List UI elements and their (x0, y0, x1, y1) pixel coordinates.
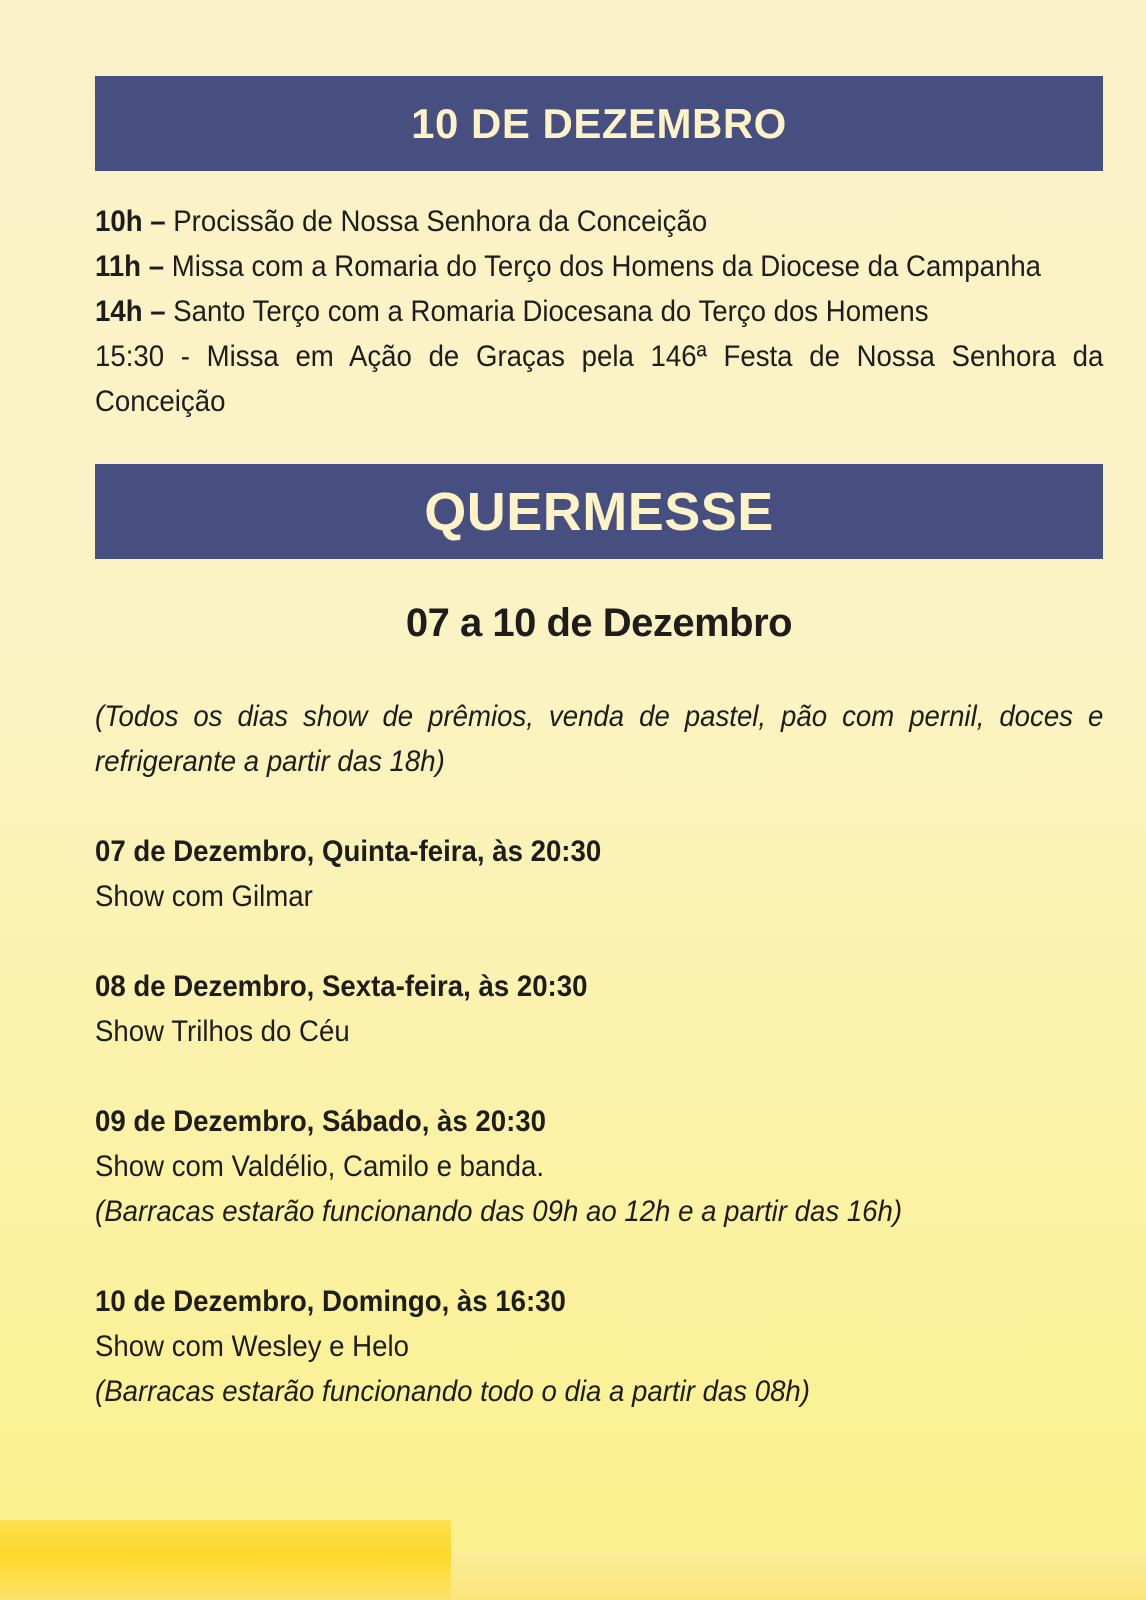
event-item (95, 1099, 1103, 1234)
program-item (95, 289, 1103, 334)
section-banner-quermesse (95, 464, 1103, 559)
event-note: (Barracas estarão funcionando das 09h ao 12h e a partir das 16h) (95, 1195, 903, 1228)
program-item (95, 244, 1103, 289)
section-banner-dec10 (95, 76, 1103, 171)
program-text: Santo Terço com a Romaria Diocesana do Terço dos Homens (165, 295, 929, 328)
program-time: 14h – (95, 295, 166, 328)
date-range-heading: 07 a 10 de Dezembro (405, 601, 793, 645)
event-show: Show com Valdélio, Camilo e banda. (95, 1150, 545, 1183)
program-item (95, 334, 1103, 424)
decorative-stripe-left (0, 1520, 451, 1600)
event-note: (Barracas estarão funcionando todo o dia a partir das 08h) (95, 1375, 810, 1408)
program-text: Procissão de Nossa Senhora da Conceição (165, 205, 708, 238)
event-heading: 09 de Dezembro, Sábado, às 20:30 (95, 1105, 547, 1138)
schedule-content (95, 76, 1103, 1414)
program-time: 11h – (95, 250, 165, 283)
event-show: Show com Wesley e Helo (95, 1330, 409, 1363)
event-heading: 07 de Dezembro, Quinta-feira, às 20:30 (95, 835, 602, 868)
intro-text: (Todos os dias show de prêmios, venda de pastel, pão com pernil, doces e refrigerante a partir das 18h) (95, 700, 1104, 778)
event-item (95, 1279, 1103, 1414)
event-heading: 10 de Dezembro, Domingo, às 16:30 (95, 1285, 566, 1318)
section-title: 10 DE DEZEMBRO (411, 99, 787, 147)
program-list (95, 199, 1103, 424)
event-show: Show Trilhos do Céu (95, 1015, 350, 1048)
program-text: Missa com a Romaria do Terço dos Homens da Diocese da Campanha (164, 250, 1042, 283)
event-heading: 08 de Dezembro, Sexta-feira, às 20:30 (95, 970, 588, 1003)
event-item (95, 829, 1103, 919)
program-item (95, 199, 1103, 244)
event-show: Show com Gilmar (95, 880, 313, 913)
section-title: QUERMESSE (424, 481, 774, 542)
event-item (95, 964, 1103, 1054)
program-text: 15:30 - Missa em Ação de Graças pela 146ª Festa de Nossa Senhora da Conceição (95, 340, 1104, 418)
intro-note (95, 694, 1103, 784)
decorative-stripe-right (451, 1552, 1146, 1600)
program-time: 10h – (95, 205, 166, 238)
